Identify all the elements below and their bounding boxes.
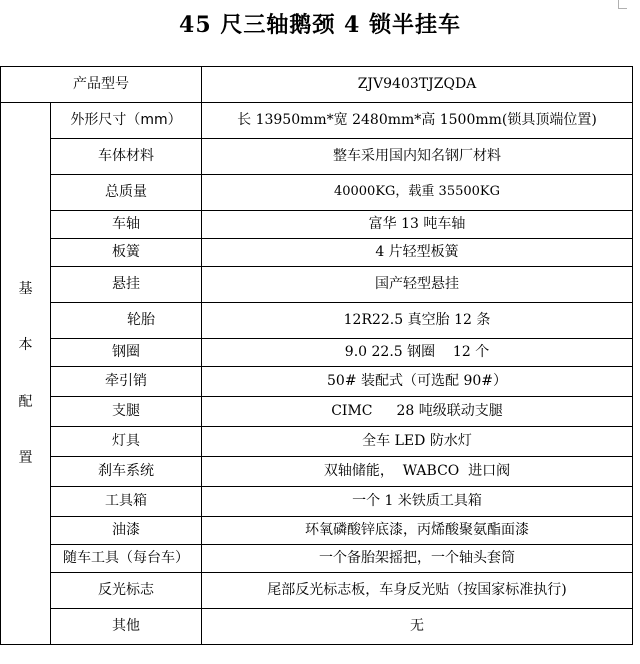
row-label: 反光标志 — [51, 573, 202, 609]
row-label: 悬挂 — [51, 267, 202, 303]
row-value: 一个 1 米铁质工具箱 — [202, 487, 633, 517]
row-value: 50# 装配式（可选配 90#） — [202, 367, 633, 397]
row-value: 12R22.5 真空胎 12 条 — [202, 303, 633, 339]
row-label: 灯具 — [51, 427, 202, 457]
table-row — [1, 397, 633, 427]
model-label: 产品型号 — [1, 67, 202, 103]
row-value: 9.0 22.5 钢圈 12 个 — [202, 339, 633, 367]
row-value: 长 13950mm*宽 2480mm*高 1500mm(锁具顶端位置) — [202, 103, 633, 139]
group-label-basic-config — [1, 103, 51, 645]
table-row — [1, 175, 633, 211]
row-label: 车轴 — [51, 211, 202, 239]
model-value: ZJV9403TJZQDA — [202, 67, 633, 103]
row-value: 环氧磷酸锌底漆，丙烯酸聚氨酯面漆 — [202, 517, 633, 545]
row-value: 双轴储能， WABCO 进口阀 — [202, 457, 633, 487]
row-label: 工具箱 — [51, 487, 202, 517]
row-value: 一个备胎架摇把，一个轴头套筒 — [202, 545, 633, 573]
row-value: 4 片轻型板簧 — [202, 239, 633, 267]
row-label: 总质量 — [51, 175, 202, 211]
row-value: 富华 13 吨车轴 — [202, 211, 633, 239]
group-label-char: 本 — [18, 337, 33, 354]
table-row — [1, 267, 633, 303]
row-label: 轮胎 — [51, 303, 202, 339]
row-value: 国产轻型悬挂 — [202, 267, 633, 303]
row-value: 无 — [202, 609, 633, 645]
row-label: 其他 — [51, 609, 202, 645]
row-label: 车体材料 — [51, 139, 202, 175]
table-row — [1, 303, 633, 339]
table-row — [1, 139, 633, 175]
row-value: 整车采用国内知名钢厂材料 — [202, 139, 633, 175]
group-label-char: 置 — [18, 449, 33, 466]
row-value: 尾部反光标志板，车身反光贴（按国家标准执行) — [202, 573, 633, 609]
table-row — [1, 367, 633, 397]
table-row — [1, 487, 633, 517]
row-value: 40000KG，载重 35500KG — [202, 175, 633, 211]
row-label: 支腿 — [51, 397, 202, 427]
row-label: 板簧 — [51, 239, 202, 267]
row-label: 刹车系统 — [51, 457, 202, 487]
table-row — [1, 457, 633, 487]
table-row — [1, 211, 633, 239]
table-row — [1, 427, 633, 457]
row-label: 油漆 — [51, 517, 202, 545]
row-value-detail: 28 吨级联动支腿 — [396, 403, 503, 420]
spec-table — [0, 66, 633, 645]
table-row — [1, 609, 633, 645]
row-label: 钢圈 — [51, 339, 202, 367]
table-row — [1, 339, 633, 367]
row-label: 随车工具（每台车） — [51, 545, 202, 573]
row-value: 全车 LED 防水灯 — [202, 427, 633, 457]
group-label-char: 配 — [18, 393, 33, 410]
table-row — [1, 573, 633, 609]
row-label: 外形尺寸（mm） — [51, 103, 202, 139]
table-row — [1, 239, 633, 267]
row-value — [202, 397, 633, 427]
table-row — [1, 103, 633, 139]
group-label-char: 基 — [18, 281, 33, 298]
table-row-model — [1, 67, 633, 103]
table-row — [1, 545, 633, 573]
row-value-brand: CIMC — [331, 403, 373, 420]
row-label: 牵引销 — [51, 367, 202, 397]
table-row — [1, 517, 633, 545]
page-title: 45 尺三轴鹅颈 4 锁半挂车 — [179, 12, 461, 38]
